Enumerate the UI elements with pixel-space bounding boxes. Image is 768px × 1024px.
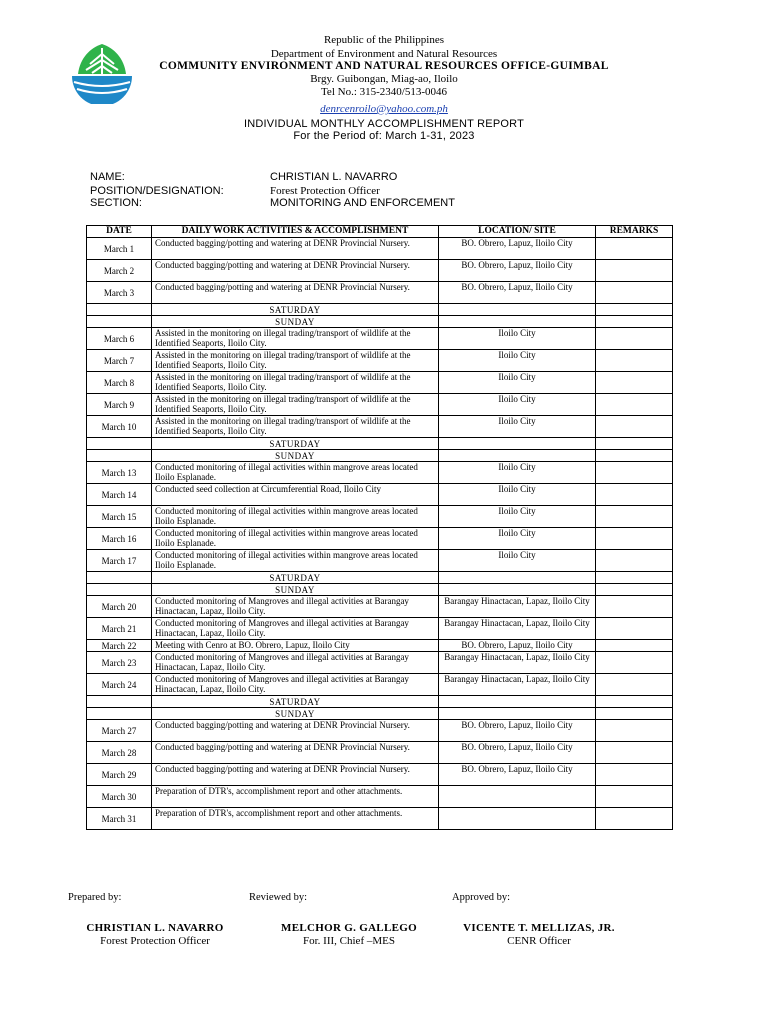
section-label: SECTION: [90, 197, 142, 209]
remarks-cell [596, 528, 673, 550]
header-activities: DAILY WORK ACTIVITIES & ACCOMPLISHMENT [152, 226, 439, 238]
activity-cell: Conducted monitoring of Mangroves and illegal activities at Barangay Hinactacan, Lapaz, Iloilo City. [152, 652, 439, 674]
activity-cell: Conducted bagging/potting and watering at DENR Provincial Nursery. [152, 238, 439, 260]
header-location: LOCATION/ SITE [439, 226, 596, 238]
table-row [87, 238, 673, 260]
table-row [87, 260, 673, 282]
table-row [87, 416, 673, 438]
activity-cell: Conducted monitoring of illegal activities within mangrove areas located Iloilo Esplanade. [152, 528, 439, 550]
location-cell [439, 696, 596, 708]
weekend-label: SATURDAY [152, 438, 439, 450]
remarks-cell [596, 708, 673, 720]
remarks-cell [596, 260, 673, 282]
location-cell [439, 572, 596, 584]
activity-cell: Preparation of DTR's, accomplishment report and other attachments. [152, 786, 439, 808]
activity-cell: Assisted in the monitoring on illegal trading/transport of wildlife at the Identified Seaports, Iloilo City. [152, 372, 439, 394]
table-row-weekend [87, 584, 673, 596]
table-row [87, 350, 673, 372]
weekend-label: SUNDAY [152, 450, 439, 462]
location-cell: Barangay Hinactacan, Lapaz, Iloilo City [439, 674, 596, 696]
location-cell [439, 438, 596, 450]
table-row [87, 328, 673, 350]
location-cell: Iloilo City [439, 372, 596, 394]
location-cell: BO. Obrero, Lapuz, Iloilo City [439, 260, 596, 282]
remarks-cell [596, 350, 673, 372]
remarks-cell [596, 764, 673, 786]
header-address: Brgy. Guibongan, Miag-ao, Iloilo [310, 73, 458, 85]
reviewed-by-name: MELCHOR G. GALLEGO [281, 922, 417, 934]
activity-cell: Assisted in the monitoring on illegal trading/transport of wildlife at the Identified Seaports, Iloilo City. [152, 328, 439, 350]
header-email-link[interactable]: denrcenroilo@yahoo.com.ph [320, 103, 448, 115]
name-label: NAME: [90, 171, 125, 183]
date-cell: March 23 [87, 652, 152, 674]
weekend-label: SATURDAY [152, 572, 439, 584]
date-cell: March 31 [87, 808, 152, 830]
prepared-by-label: Prepared by: [68, 892, 122, 903]
activity-cell: Assisted in the monitoring on illegal trading/transport of wildlife at the Identified Seaports, Iloilo City. [152, 350, 439, 372]
location-cell [439, 450, 596, 462]
date-cell: March 8 [87, 372, 152, 394]
activity-cell: Conducted bagging/potting and watering at DENR Provincial Nursery. [152, 742, 439, 764]
location-cell: BO. Obrero, Lapuz, Iloilo City [439, 764, 596, 786]
location-cell: BO. Obrero, Lapuz, Iloilo City [439, 238, 596, 260]
location-cell: Iloilo City [439, 484, 596, 506]
remarks-cell [596, 462, 673, 484]
weekend-label: SUNDAY [152, 316, 439, 328]
activity-cell: Conducted monitoring of Mangroves and illegal activities at Barangay Hinactacan, Lapaz, Iloilo City. [152, 596, 439, 618]
date-cell: March 1 [87, 238, 152, 260]
date-cell: March 7 [87, 350, 152, 372]
report-title: INDIVIDUAL MONTHLY ACCOMPLISHMENT REPORT [244, 118, 524, 130]
date-cell: March 27 [87, 720, 152, 742]
activity-cell: Preparation of DTR's, accomplishment report and other attachments. [152, 808, 439, 830]
remarks-cell [596, 742, 673, 764]
position-label: POSITION/DESIGNATION: [90, 185, 224, 197]
remarks-cell [596, 652, 673, 674]
date-cell [87, 450, 152, 462]
remarks-cell [596, 304, 673, 316]
name-value: CHRISTIAN L. NAVARRO [270, 171, 398, 183]
weekend-label: SUNDAY [152, 584, 439, 596]
table-row [87, 742, 673, 764]
location-cell: Iloilo City [439, 416, 596, 438]
table-row-weekend [87, 316, 673, 328]
remarks-cell [596, 550, 673, 572]
reviewed-by-position: For. III, Chief –MES [303, 935, 395, 947]
remarks-cell [596, 316, 673, 328]
date-cell: March 22 [87, 640, 152, 652]
location-cell [439, 808, 596, 830]
table-row-weekend [87, 438, 673, 450]
table-row [87, 528, 673, 550]
section-value: MONITORING AND ENFORCEMENT [270, 197, 455, 209]
table-row [87, 808, 673, 830]
approved-by-name: VICENTE T. MELLIZAS, JR. [463, 922, 615, 934]
date-cell [87, 696, 152, 708]
prepared-by-name: CHRISTIAN L. NAVARRO [86, 922, 224, 934]
date-cell [87, 438, 152, 450]
weekend-label: SATURDAY [152, 304, 439, 316]
table-row-weekend [87, 304, 673, 316]
table-row [87, 652, 673, 674]
table-row-weekend [87, 572, 673, 584]
remarks-cell [596, 506, 673, 528]
table-row [87, 674, 673, 696]
location-cell: Barangay Hinactacan, Lapaz, Iloilo City [439, 596, 596, 618]
reviewed-by-label: Reviewed by: [249, 892, 308, 903]
date-cell: March 15 [87, 506, 152, 528]
header-tel: Tel No.: 315-2340/513-0046 [320, 86, 448, 98]
location-cell [439, 786, 596, 808]
location-cell: Iloilo City [439, 550, 596, 572]
remarks-cell [596, 584, 673, 596]
location-cell: Iloilo City [439, 506, 596, 528]
approved-by-label: Approved by: [452, 892, 511, 903]
remarks-cell [596, 238, 673, 260]
activity-cell: Conducted seed collection at Circumferential Road, Iloilo City [152, 484, 439, 506]
date-cell: March 29 [87, 764, 152, 786]
table-row [87, 596, 673, 618]
activity-cell: Conducted monitoring of Mangroves and illegal activities at Barangay Hinactacan, Lapaz, Iloilo City. [152, 674, 439, 696]
date-cell: March 2 [87, 260, 152, 282]
header-department: Department of Environment and Natural Resources [270, 48, 498, 60]
weekend-label: SATURDAY [152, 696, 439, 708]
remarks-cell [596, 438, 673, 450]
header-country: Republic of the Philippines [323, 34, 445, 46]
location-cell: BO. Obrero, Lapuz, Iloilo City [439, 720, 596, 742]
position-value: Forest Protection Officer [270, 185, 380, 197]
activity-cell: Conducted monitoring of illegal activities within mangrove areas located Iloilo Esplanade. [152, 506, 439, 528]
activity-cell: Assisted in the monitoring on illegal trading/transport of wildlife at the Identified Seaports, Iloilo City. [152, 394, 439, 416]
prepared-by-position: Forest Protection Officer [100, 935, 210, 947]
date-cell [87, 572, 152, 584]
date-cell: March 28 [87, 742, 152, 764]
header-remarks: REMARKS [596, 226, 673, 238]
activity-cell: Conducted monitoring of illegal activities within mangrove areas located Iloilo Esplanade. [152, 462, 439, 484]
remarks-cell [596, 808, 673, 830]
date-cell: March 17 [87, 550, 152, 572]
remarks-cell [596, 484, 673, 506]
remarks-cell [596, 786, 673, 808]
date-cell: March 21 [87, 618, 152, 640]
table-row [87, 764, 673, 786]
table-row [87, 786, 673, 808]
table-row [87, 550, 673, 572]
location-cell: Iloilo City [439, 328, 596, 350]
approved-by-position: CENR Officer [507, 935, 571, 947]
table-row [87, 282, 673, 304]
date-cell: March 20 [87, 596, 152, 618]
location-cell: Iloilo City [439, 394, 596, 416]
table-row-weekend [87, 708, 673, 720]
activity-cell: Meeting with Cenro at BO. Obrero, Lapuz, Iloilo City [152, 640, 439, 652]
remarks-cell [596, 640, 673, 652]
remarks-cell [596, 674, 673, 696]
activity-cell: Conducted bagging/potting and watering at DENR Provincial Nursery. [152, 260, 439, 282]
table-row [87, 640, 673, 652]
report-period: For the Period of: March 1-31, 2023 [293, 130, 475, 142]
table-row [87, 394, 673, 416]
remarks-cell [596, 618, 673, 640]
date-cell: March 10 [87, 416, 152, 438]
remarks-cell [596, 572, 673, 584]
activity-cell: Conducted bagging/potting and watering at DENR Provincial Nursery. [152, 720, 439, 742]
date-cell: March 24 [87, 674, 152, 696]
table-row [87, 462, 673, 484]
location-cell [439, 316, 596, 328]
date-cell: March 14 [87, 484, 152, 506]
remarks-cell [596, 596, 673, 618]
activity-cell: Conducted bagging/potting and watering at DENR Provincial Nursery. [152, 764, 439, 786]
location-cell: Barangay Hinactacan, Lapaz, Iloilo City [439, 652, 596, 674]
activity-cell: Assisted in the monitoring on illegal trading/transport of wildlife at the Identified Seaports, Iloilo City. [152, 416, 439, 438]
date-cell [87, 708, 152, 720]
date-cell: March 9 [87, 394, 152, 416]
location-cell: Iloilo City [439, 528, 596, 550]
date-cell: March 6 [87, 328, 152, 350]
table-row [87, 484, 673, 506]
table-row [87, 506, 673, 528]
location-cell: Iloilo City [439, 350, 596, 372]
remarks-cell [596, 416, 673, 438]
remarks-cell [596, 394, 673, 416]
remarks-cell [596, 720, 673, 742]
table-row [87, 618, 673, 640]
date-cell: March 30 [87, 786, 152, 808]
location-cell [439, 584, 596, 596]
location-cell [439, 708, 596, 720]
table-row-weekend [87, 696, 673, 708]
table-row [87, 372, 673, 394]
date-cell: March 16 [87, 528, 152, 550]
activity-cell: Conducted monitoring of Mangroves and illegal activities at Barangay Hinactacan, Lapaz, Iloilo City. [152, 618, 439, 640]
activity-cell: Conducted bagging/potting and watering at DENR Provincial Nursery. [152, 282, 439, 304]
remarks-cell [596, 450, 673, 462]
table-row-weekend [87, 450, 673, 462]
location-cell: Iloilo City [439, 462, 596, 484]
remarks-cell [596, 696, 673, 708]
date-cell [87, 584, 152, 596]
location-cell [439, 304, 596, 316]
activity-cell: Conducted monitoring of illegal activities within mangrove areas located Iloilo Esplanade. [152, 550, 439, 572]
header-office: COMMUNITY ENVIRONMENT AND NATURAL RESOURCES OFFICE-GUIMBAL [159, 60, 609, 72]
location-cell: BO. Obrero, Lapuz, Iloilo City [439, 640, 596, 652]
header-date: DATE [87, 226, 152, 238]
location-cell: BO. Obrero, Lapuz, Iloilo City [439, 742, 596, 764]
remarks-cell [596, 328, 673, 350]
location-cell: BO. Obrero, Lapuz, Iloilo City [439, 282, 596, 304]
table-row [87, 720, 673, 742]
date-cell: March 3 [87, 282, 152, 304]
date-cell [87, 316, 152, 328]
table-header-row [87, 226, 673, 238]
remarks-cell [596, 282, 673, 304]
remarks-cell [596, 372, 673, 394]
weekend-label: SUNDAY [152, 708, 439, 720]
location-cell: Barangay Hinactacan, Lapaz, Iloilo City [439, 618, 596, 640]
date-cell [87, 304, 152, 316]
accomplishment-table [86, 225, 673, 830]
date-cell: March 13 [87, 462, 152, 484]
